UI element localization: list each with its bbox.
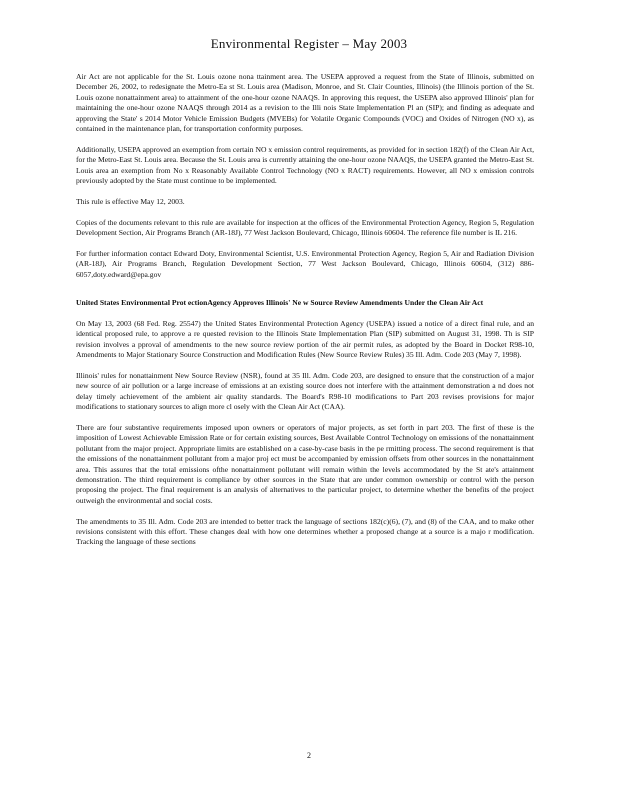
paragraph: Additionally, USEPA approved an exemption from certain NO x emission control requirements, as provided for in section 182(f) of the Clean Air Act, for the Metro-East St. Louis area. Because the St. Louis area is currently attaining the one-hour ozone NAAQS, the USEPA granted the Metro-East St. Louis area an exemption from No x Reasonably Available Control Technology (NO x RACT) requirements. However, all NO x emission controls previously adopted by the State must continue to be implemented. <box>76 144 534 186</box>
section-heading: United States Environmental Prot ectionAgency Approves Illinois' Ne w Source Review Amendments Under the Clean Air Act <box>76 298 484 308</box>
document-body <box>76 72 534 558</box>
paragraph: There are four substantive requirements imposed upon owners or operators of major projects, as set forth in part 203. The first of these is the imposition of Lowest Achievable Emission Rate or for certain existing sources, Best Available Control Technology on emissions of the nonattainment pollutant from the major project. Appropriate limits are established on a case-by-case basis in the pe rmitting process. The second requirement is that the emissions of the nonattainment pollutant from a major proj ect must be accompanied by emission offsets from other sources in the nonattainment area. This assures that the total emissions ofthe nonattainment pollutant will remain within the levels accommodated by the St ate's attainment demonstration. The third requirement is compliance by other sources in the State that are under common ownership or control with the person proposing the project. The final requirement is an analysis of alternatives to the particular project, to determine whether the benefits of the project outweigh the environmental and social costs. <box>76 422 534 505</box>
paragraph: This rule is effective May 12, 2003. <box>76 196 185 206</box>
paragraph: The amendments to 35 Ill. Adm. Code 203 are intended to better track the language of sections 182(c)(6), (7), and (8) of the CAA, and to make other revisions consistent with this effort. These changes deal with how one determines whether a proposed change at a source is a majo r modification. Tracking the language of these sections <box>76 516 534 547</box>
page-header-title: Environmental Register – May 2003 <box>210 36 408 51</box>
paragraph: For further information contact Edward Doty, Environmental Scientist, U.S. Environmental Protection Agency, Region 5, Air and Radiation Division (AR-18J), Air Programs Branch, Regulation Development Section, 77 West Jackson Boulevard, Chicago, Illinois 60604, (312) 886-6057,doty.edward@epa.gov <box>76 248 534 279</box>
paragraph: Illinois' rules for nonattainment New Source Review (NSR), found at 35 Ill. Adm. Code 203, are designed to ensure that the construction of a major new source of air pollution or a large increase of emissions at an existing source does not interfere with the attainment demonstration a nd does not delay timely achievement of the ambient air quality standards. The Board's R98-10 modifications to Part 203 revises provisions for major modifications to stationary sources to align more cl osely with the Clean Air Act (CAA). <box>76 370 534 412</box>
paragraph: Air Act are not applicable for the St. Louis ozone nona ttainment area. The USEPA approved a request from the State of Illinois, submitted on December 26, 2002, to redesignate the Metro-Ea st St. Louis area (Madison, Monroe, and St. Clair Counties, Illinois) (the Illinois portion of the St. Louis ozone nonattainment area) to attainment of the one-hour ozone NAAQS. In approving this request, the USEPA also approved Illinois' plan for maintaining the one-hour ozone NAAQS through 2014 as a revision to the Illi nois State Implementation Pl an (SIP); and finding as adequate and approving the State' s 2014 Motor Vehicle Emission Budgets (MVEBs) for Volatile Organic Compounds (VOC) and Oxides of Nitrogen (NO x), as contained in the maintenance plan, for transportation conformity purposes. <box>76 72 534 134</box>
paragraph: Copies of the documents relevant to this rule are available for inspection at the offices of the Environmental Protection Agency, Region 5, Regulation Development Section, Air Programs Branch (AR-18J), 77 West Jackson Boulevard, Chicago, Illinois 60604. The reference file number is IL 216. <box>76 217 534 238</box>
page-number: 2 <box>307 751 311 760</box>
paragraph: On May 13, 2003 (68 Fed. Reg. 25547) the United States Environmental Protection Agency (USEPA) issued a notice of a direct final rule, and an identical proposed rule, to approve a re quested revision to the Illinois State Implementation Plan (SIP) submitted on August 31, 1998. Th is SIP revision involves a pproval of amendments to the new source review portion of the air permit rules, as adopted by the Board in Docket R98-10, Amendments to Major Stationary Source Construction and Modification Rules (New Source Review Rules) 35 Ill. Adm. Code 203 (May 7, 1998). <box>76 318 534 360</box>
